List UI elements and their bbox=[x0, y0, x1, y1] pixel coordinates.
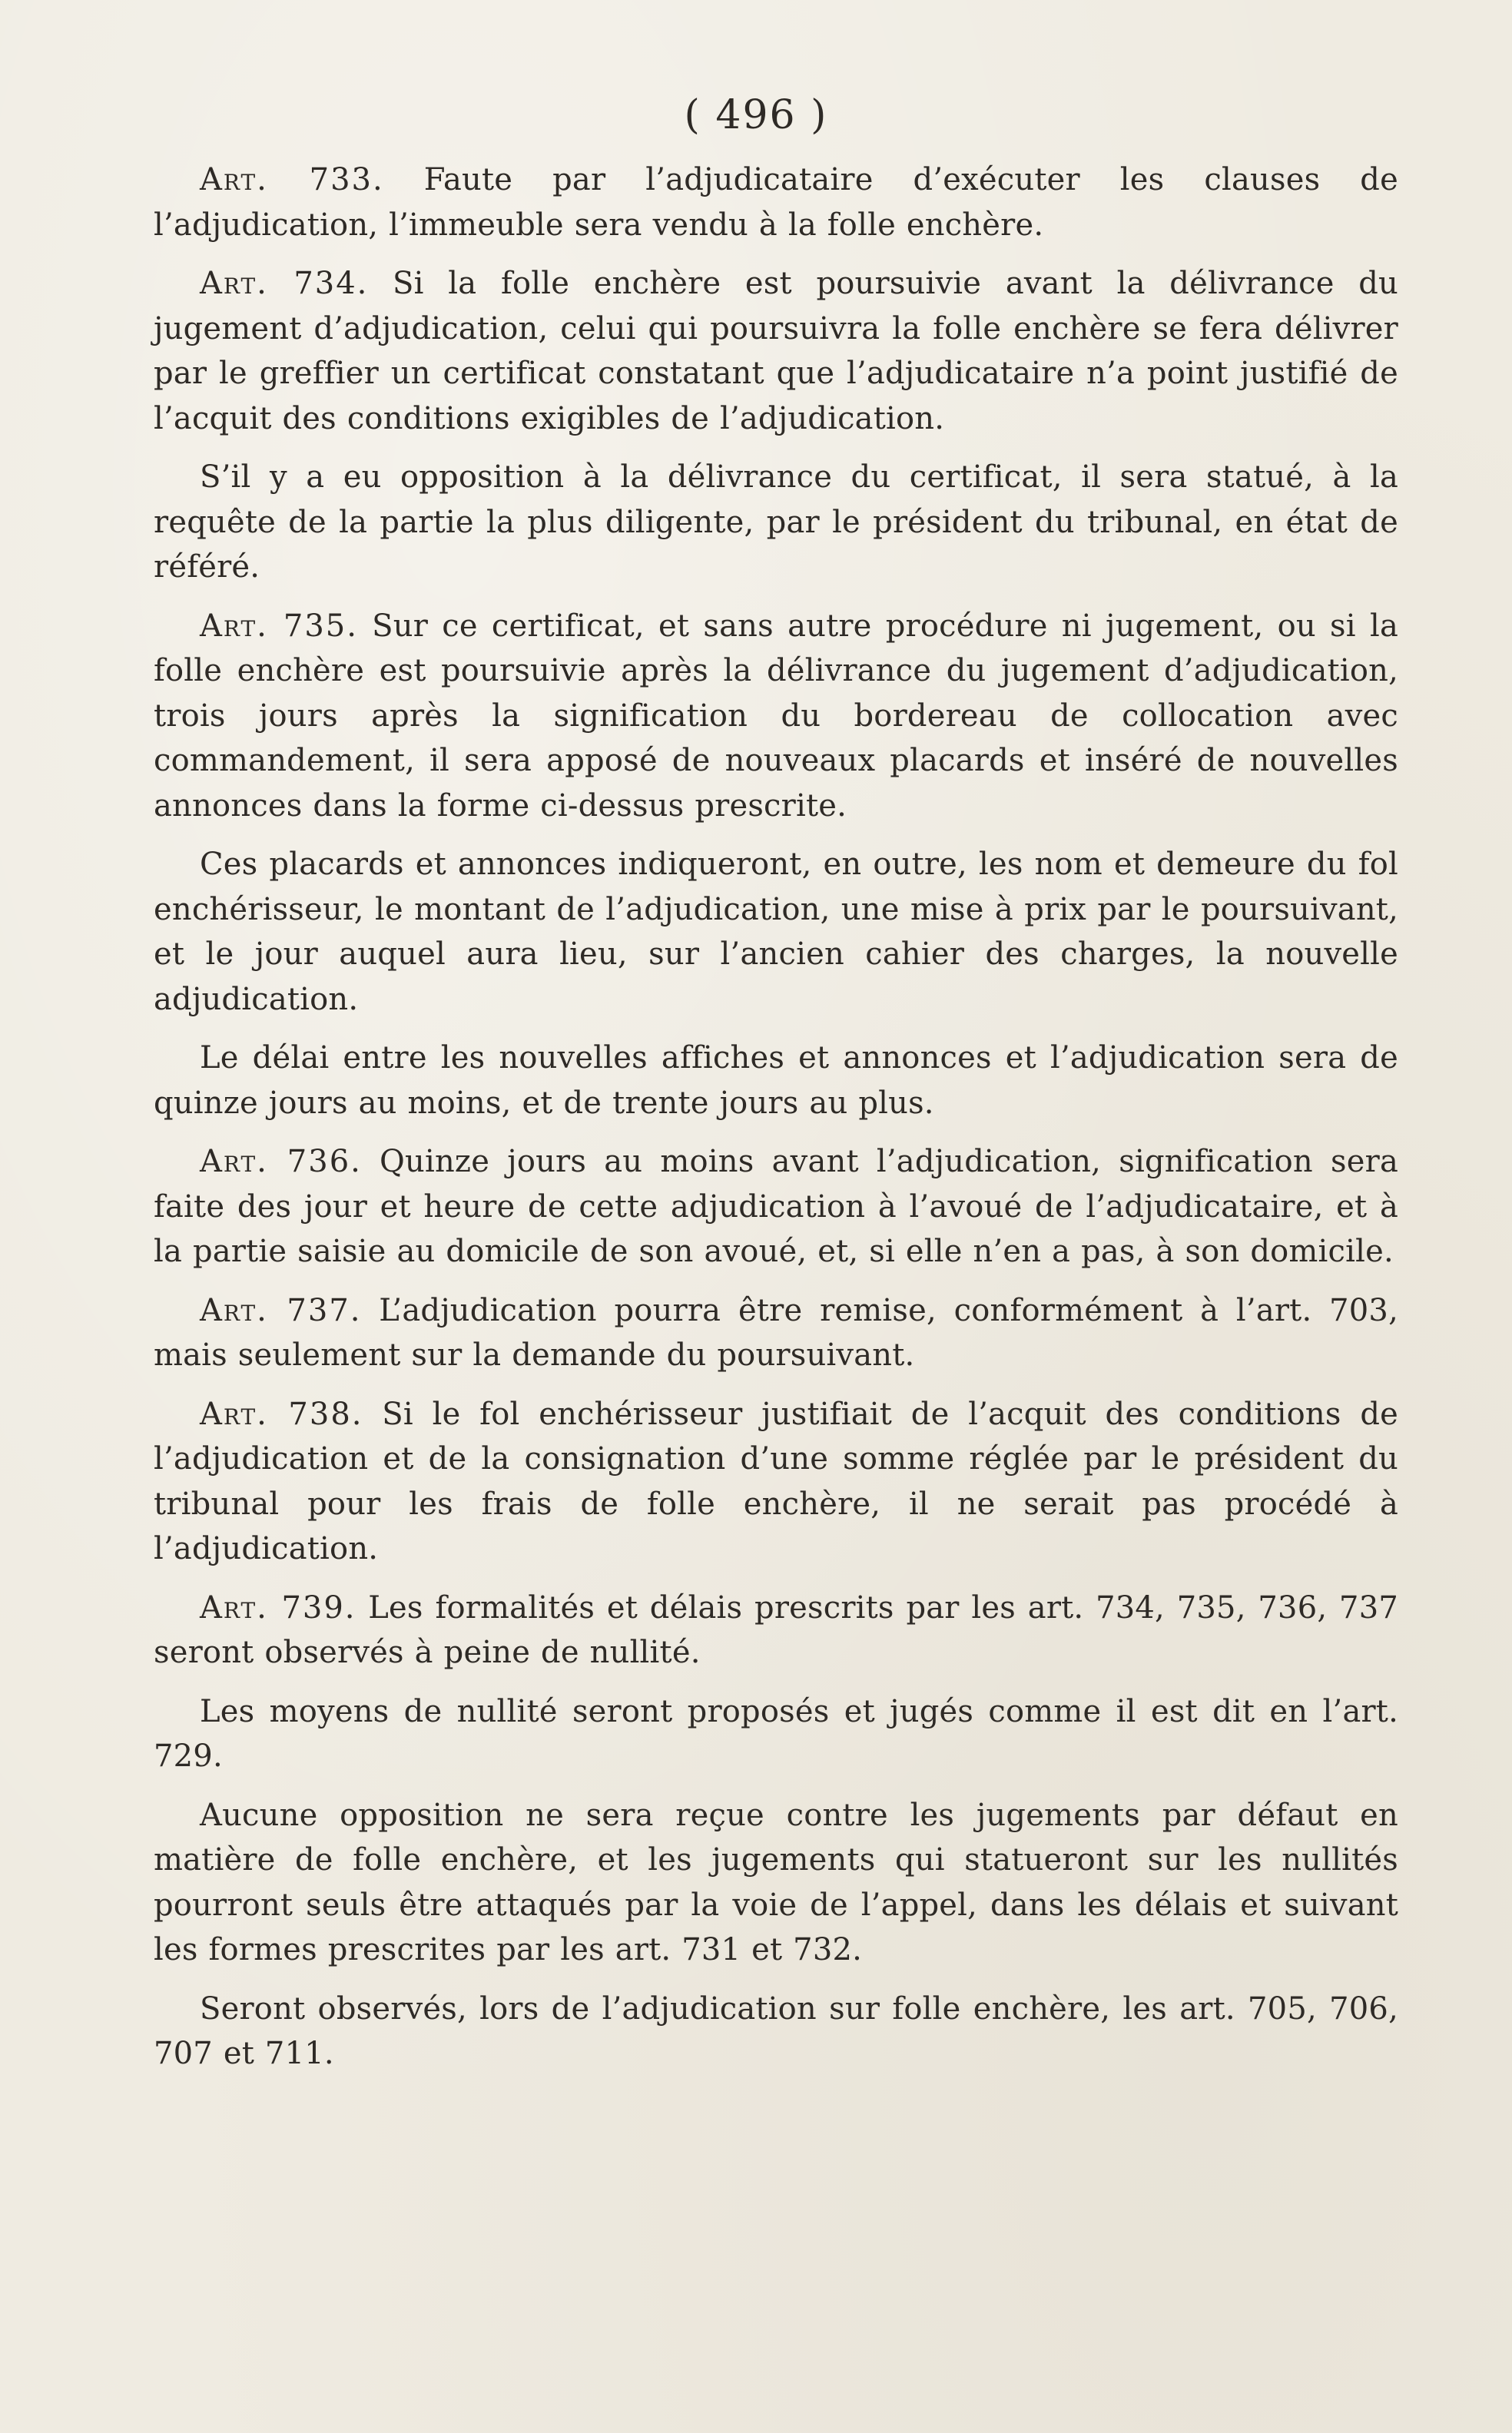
paragraph-text: Le délai entre les nouvelles affiches et annonces et l’adjudication sera de quinze jours au moins, et de trente jours au plus. bbox=[154, 1040, 1398, 1121]
paragraph-art-739-opposition bbox=[154, 1793, 1398, 1973]
paragraph-text: S’il y a eu opposition à la délivrance du certificat, il sera statué, à la requête de la partie la plus diligente, par le président du tribunal, en état de référé. bbox=[154, 459, 1398, 585]
paragraph-art-735 bbox=[154, 604, 1398, 829]
paragraph-text: Ces placards et annonces indiqueront, en outre, les nom et demeure du fol enchérisseur, le montant de l’adjudication, une mise à prix par le poursuivant, et le jour auquel aura lieu, sur l’ancien cahier des charges, la nouvelle adjudication. bbox=[154, 847, 1398, 1017]
paragraph-text: Seront observés, lors de l’adjudication sur folle enchère, les art. 705, 706, 707 et 711. bbox=[154, 1990, 1398, 2071]
article-label: Art. 734. bbox=[200, 266, 369, 301]
article-label: Art. 738. bbox=[200, 1396, 363, 1432]
paragraph-art-736 bbox=[154, 1139, 1398, 1275]
paragraph-art-739 bbox=[154, 1586, 1398, 1676]
article-label: Art. 733. bbox=[200, 162, 384, 197]
article-label: Art. 739. bbox=[200, 1589, 356, 1626]
article-label: Art. 735. bbox=[200, 608, 358, 644]
paragraph-art-739-nullite bbox=[154, 1689, 1398, 1779]
paragraph-text: Si la folle enchère est poursuivie avant la délivrance du jugement d’adjudication, celui qui poursuivra la folle enchère se fera délivrer par le greffier un certificat constatant que l’adjudicataire n’a point justifié de l’acquit des conditions exigibles de l’adjudication. bbox=[154, 266, 1398, 436]
paragraph-text: Quinze jours au moins avant l’adjudication, signification sera faite des jour et heure de cette adjudication à l’avoué de l’adjudicataire, et à la partie saisie au domicile de son avoué, et, si elle n’en a pas, à son domicile. bbox=[154, 1144, 1398, 1269]
paragraph-text: Faute par l’adjudicataire d’exécuter les clauses de l’adjudication, l’immeuble sera vendu à la folle enchère. bbox=[154, 162, 1398, 243]
paragraph-text: Les moyens de nullité seront proposés et jugés comme il est dit en l’art. 729. bbox=[154, 1693, 1398, 1774]
paragraph-text: L’adjudication pourra être remise, conformément à l’art. 703, mais seulement sur la demande du poursuivant. bbox=[154, 1292, 1398, 1373]
body-text bbox=[154, 157, 1398, 2090]
paragraph-art-737 bbox=[154, 1288, 1398, 1378]
paragraph-art-735-placards bbox=[154, 842, 1398, 1022]
paragraph-art-733 bbox=[154, 157, 1398, 247]
paragraph-text: Les formalités et délais prescrits par les art. 734, 735, 736, 737 seront observés à peine de nullité. bbox=[154, 1589, 1398, 1670]
paragraph-text: Sur ce certificat, et sans autre procédure ni jugement, ou si la folle enchère est poursuivie après la délivrance du jugement d’adjudication, trois jours après la signification du bordereau de collocation avec commandement, il sera apposé de nouveaux placards et inséré de nouvelles annonces dans la forme ci-dessus prescrite. bbox=[154, 608, 1398, 824]
article-label: Art. 736. bbox=[200, 1144, 362, 1179]
paragraph-text: Si le fol enchérisseur justifiait de l’acquit des conditions de l’adjudication et de la consignation d’une somme réglée par le président du tribunal pour les frais de folle enchère, il ne serait pas procédé à l’adjudication. bbox=[154, 1396, 1398, 1566]
paragraph-text: Aucune opposition ne sera reçue contre les jugements par défaut en matière de folle enchère, et les jugements qui statueront sur les nullités pourront seuls être attaqués par la voie de l’appel, dans les délais et suivant les formes prescrites par les art. 731 et 732. bbox=[154, 1797, 1398, 1967]
paragraph-art-738 bbox=[154, 1392, 1398, 1572]
paragraph-art-734 bbox=[154, 261, 1398, 441]
page-number: ( 496 ) bbox=[684, 92, 828, 138]
paragraph-art-739-observes bbox=[154, 1987, 1398, 2077]
article-label: Art. 737. bbox=[200, 1292, 362, 1328]
paragraph-art-735-delai bbox=[154, 1036, 1398, 1125]
paragraph-art-734-opposition bbox=[154, 455, 1398, 590]
